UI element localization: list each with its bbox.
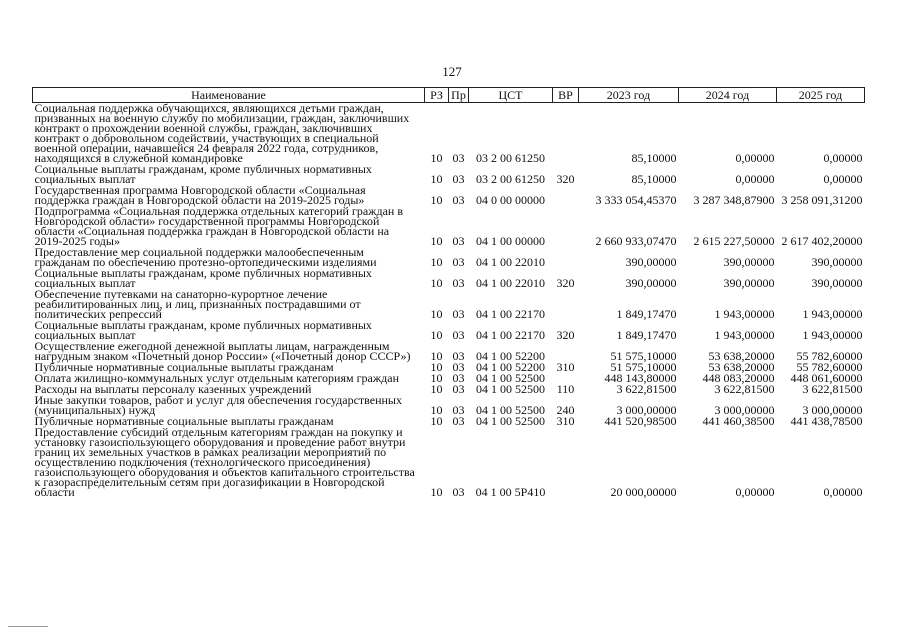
row-2023: 85,10000 (631, 151, 677, 165)
row-vr: 320 (556, 328, 575, 342)
col-header-cst: ЦСТ (469, 88, 553, 103)
row-name: Предоставление субсидий отдельным категориям граждан на покупку и установку газоиспользующего оборудования и проведение работ внутри границ их земельных участков в рамках реализации мероприятий по осуществлению подключения (технологического присоединения) газоиспользующего оборудования и объектов капитального строительства к газораспределительным сетям при догазификации в Новгородской области (34, 425, 415, 499)
row-pr: 03 (452, 172, 465, 186)
row-vr (553, 206, 579, 247)
budget-table (32, 87, 865, 498)
row-2024: 1 943,00000 (714, 328, 775, 342)
row-2025: 2 617 402,20000 (781, 234, 863, 248)
row-rz: 10 (430, 414, 443, 428)
row-cst: 04 1 00 22170 (476, 328, 545, 342)
row-2025: 3 000,00000 (802, 403, 863, 417)
row-rz: 10 (430, 276, 443, 290)
row-cst: 04 1 00 00000 (476, 234, 545, 248)
row-cst: 04 1 00 52200 (476, 349, 545, 363)
row-rz: 10 (430, 172, 443, 186)
table-row (33, 395, 865, 416)
row-2025: 390,00000 (811, 255, 863, 269)
row-2024: 0,00000 (735, 151, 775, 165)
row-pr: 03 (452, 403, 465, 417)
row-rz: 10 (430, 234, 443, 248)
row-cst: 04 1 00 52200 (476, 360, 545, 374)
row-name: Осуществление ежегодной денежной выплаты лицам, награжденным нагрудным знаком «Почетный донор России» («Почетный донор СССР») (34, 339, 411, 363)
row-cst: 04 1 00 22010 (476, 255, 545, 269)
row-2023: 3 333 054,45370 (595, 193, 677, 207)
table-row (33, 185, 865, 206)
row-2025: 0,00000 (823, 151, 863, 165)
row-2025: 441 438,78500 (790, 414, 863, 428)
table-body (33, 103, 865, 499)
row-cst: 04 1 00 52500 (476, 403, 545, 417)
row-2024: 441 460,38500 (702, 414, 775, 428)
row-cst: 04 1 00 22010 (476, 276, 545, 290)
row-2024: 1 943,00000 (714, 307, 775, 321)
col-header-rz: РЗ (425, 88, 449, 103)
row-rz: 10 (430, 255, 443, 269)
row-2023: 390,00000 (625, 276, 677, 290)
table-row (33, 164, 865, 185)
row-name: Социальные выплаты гражданам, кроме публичных нормативных социальных выплат (34, 318, 372, 342)
row-name: Публичные нормативные социальные выплаты гражданам (34, 414, 334, 428)
row-pr: 03 (452, 307, 465, 321)
col-header-name: Наименование (33, 88, 425, 103)
row-cst: 04 1 00 5Р410 (475, 485, 546, 499)
row-2025: 55 782,60000 (796, 349, 863, 363)
row-2024: 3 000,00000 (714, 403, 775, 417)
row-2024: 390,00000 (723, 276, 775, 290)
col-header-pr: Пр (449, 88, 469, 103)
row-vr (553, 289, 579, 320)
row-rz: 10 (430, 307, 443, 321)
row-2024: 0,00000 (735, 485, 775, 499)
row-vr (553, 341, 579, 362)
row-rz: 10 (430, 382, 443, 396)
row-vr: 110 (556, 382, 575, 396)
row-2024: 390,00000 (723, 255, 775, 269)
row-rz: 10 (430, 403, 443, 417)
row-pr: 03 (452, 255, 465, 269)
page-number: 127 (442, 64, 462, 79)
row-2024: 0,00000 (735, 172, 775, 186)
row-name: Социальная поддержка обучающихся, являющихся детьми граждан, призванных на военную службу по мобилизации, граждан, заключивших контракт о прохождении военной службы, граждан, заключивших контракт о добровольном содействии, участвующих в специальной военной операции, начавшейся 24 февраля 2022 года, сотрудников, находящихся в служебной командировке (34, 101, 410, 165)
table-row (33, 341, 865, 362)
row-2025: 1 943,00000 (802, 307, 863, 321)
row-vr (553, 247, 579, 268)
row-cst: 03 2 00 61250 (476, 172, 545, 186)
col-header-vr: ВР (553, 88, 579, 103)
table-row (33, 206, 865, 247)
row-name: Публичные нормативные социальные выплаты гражданам (34, 360, 334, 374)
row-2023: 448 143,80000 (604, 371, 677, 385)
row-2023: 3 000,00000 (616, 403, 677, 417)
row-cst: 03 2 00 61250 (476, 151, 545, 165)
row-2025: 3 258 091,31200 (781, 193, 863, 207)
row-2025: 448 061,60000 (790, 371, 863, 385)
row-2023: 85,10000 (631, 172, 677, 186)
row-rz: 10 (430, 360, 443, 374)
row-pr: 03 (452, 151, 465, 165)
row-rz: 10 (430, 485, 443, 499)
row-name: Оплата жилищно-коммунальных услуг отдельным категориям граждан (34, 371, 399, 385)
row-name: Государственная программа Новгородской области «Социальная поддержка граждан в Новгородской области на 2019-2025 годы» (34, 183, 366, 207)
row-vr: 310 (556, 360, 575, 374)
row-name: Социальные выплаты гражданам, кроме публичных нормативных социальных выплат (34, 162, 372, 186)
row-2025: 0,00000 (823, 172, 863, 186)
row-2025: 55 782,60000 (796, 360, 863, 374)
row-2024: 53 638,20000 (708, 349, 775, 363)
table-row (33, 320, 865, 341)
row-pr: 03 (452, 382, 465, 396)
row-pr: 03 (452, 414, 465, 428)
row-2025: 1 943,00000 (802, 328, 863, 342)
row-cst: 04 1 00 52500 (476, 382, 545, 396)
row-pr: 03 (452, 193, 465, 207)
row-vr: 320 (556, 276, 575, 290)
row-pr: 03 (452, 276, 465, 290)
row-2024: 2 615 227,50000 (693, 234, 775, 248)
row-pr: 03 (452, 371, 465, 385)
row-2023: 390,00000 (625, 255, 677, 269)
footer-rule (8, 626, 48, 627)
row-2023: 20 000,00000 (610, 485, 677, 499)
row-pr: 03 (452, 349, 465, 363)
row-2025: 0,00000 (823, 485, 863, 499)
row-rz: 10 (430, 151, 443, 165)
row-pr: 03 (452, 360, 465, 374)
row-pr: 03 (452, 328, 465, 342)
row-2023: 51 575,10000 (610, 360, 677, 374)
row-rz: 10 (430, 371, 443, 385)
row-cst: 04 1 00 52500 (476, 371, 545, 385)
table-row (33, 103, 865, 165)
row-vr (553, 185, 579, 206)
row-cst: 04 1 00 22170 (476, 307, 545, 321)
table-row (33, 427, 865, 498)
col-header-2023: 2023 год (579, 88, 679, 103)
row-rz: 10 (430, 349, 443, 363)
row-name: Подпрограмма «Социальная поддержка отдельных категорий граждан в Новгородской области» государственной программы Новгородской области «Социальная поддержка граждан в Новгородской области на 2019-2025 годы» (34, 204, 403, 248)
row-name: Предоставление мер социальной поддержки малообеспеченным гражданам по обеспечению протезно-ортопедическими изделиями (34, 245, 377, 269)
col-header-2024: 2024 год (679, 88, 777, 103)
row-name: Обеспечение путевками на санаторно-курортное лечение реабилитированных лиц, и лиц, признанных пострадавшими от политических репрессий (34, 287, 361, 321)
row-name: Расходы на выплаты персоналу казенных учреждений (34, 382, 312, 396)
row-2023: 1 849,17470 (616, 307, 677, 321)
row-vr (553, 427, 579, 498)
row-2024: 53 638,20000 (708, 360, 775, 374)
row-cst: 04 0 00 00000 (476, 193, 545, 207)
row-2025: 390,00000 (811, 276, 863, 290)
row-pr: 03 (452, 234, 465, 248)
col-header-2025: 2025 год (777, 88, 865, 103)
row-2023: 3 622,81500 (616, 382, 677, 396)
row-2024: 448 083,20000 (702, 371, 775, 385)
table-row (33, 289, 865, 320)
row-pr: 03 (452, 485, 465, 499)
row-rz: 10 (430, 328, 443, 342)
row-rz: 10 (430, 193, 443, 207)
row-2023: 51 575,10000 (610, 349, 677, 363)
row-vr (553, 103, 579, 165)
row-vr: 240 (556, 403, 575, 417)
row-vr: 310 (556, 414, 575, 428)
row-2025: 3 622,81500 (802, 382, 863, 396)
table-row (33, 247, 865, 268)
row-name: Социальные выплаты гражданам, кроме публичных нормативных социальных выплат (34, 266, 372, 290)
row-2023: 2 660 933,07470 (595, 234, 677, 248)
row-vr: 320 (556, 172, 575, 186)
row-name: Иные закупки товаров, работ и услуг для обеспечения государственных (муниципальных) нужд (34, 393, 402, 417)
row-2024: 3 287 348,87900 (693, 193, 775, 207)
row-2024: 3 622,81500 (714, 382, 775, 396)
row-cst: 04 1 00 52500 (476, 414, 545, 428)
row-2023: 441 520,98500 (604, 414, 677, 428)
table-row (33, 268, 865, 289)
row-2023: 1 849,17470 (616, 328, 677, 342)
